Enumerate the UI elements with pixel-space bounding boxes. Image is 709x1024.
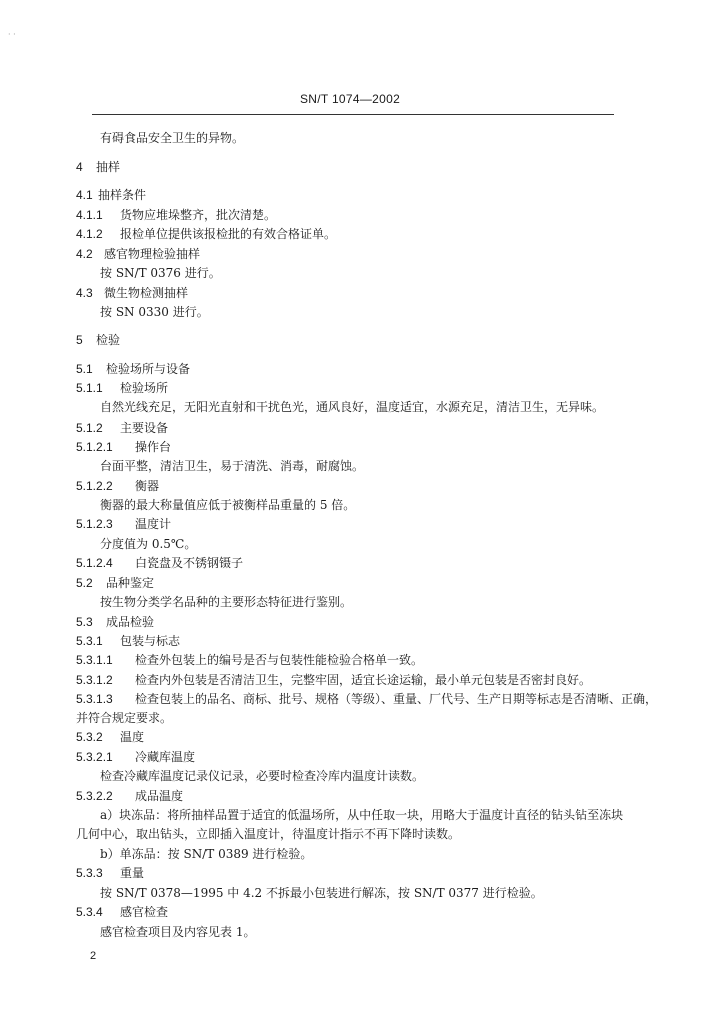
clause-number: 4.1.2 xyxy=(76,227,103,241)
scan-mark: · · xyxy=(8,30,16,39)
clause-number: 5.3.2 xyxy=(76,730,103,744)
clause-title: 报检单位提供该报检批的有效合格证单。 xyxy=(120,227,337,241)
clause-number: 5.1.2 xyxy=(76,421,103,435)
clause-number: 5.1.2.2 xyxy=(76,479,113,493)
clause-number: 5.1 xyxy=(76,362,93,376)
clause-title: 检查外包装上的编号是否与包装性能检验合格单一致。 xyxy=(135,653,424,667)
clause-number: 4.2 xyxy=(76,247,93,261)
clause-title: 检验 xyxy=(96,333,121,347)
clause-number: 5.3.1 xyxy=(76,634,103,648)
clause-number: 4.1 xyxy=(76,188,93,202)
clause-text: 按生物分类学名品种的主要形态特征进行鉴别。 xyxy=(100,595,353,609)
clause-title: 包装与标志 xyxy=(120,634,181,648)
clause-number: 5.3.2.2 xyxy=(76,789,113,803)
clause-text: 有碍食品安全卫生的异物。 xyxy=(100,131,245,145)
clause-number: 5.3.1.3 xyxy=(76,692,113,706)
clause-title: 检查内外包装是否清洁卫生，完整牢固，适宜长途运输，最小单元包装是否密封良好。 xyxy=(135,673,592,687)
clause-number: 5 xyxy=(76,333,83,347)
clause-number: 5.3.4 xyxy=(76,905,103,919)
clause-title: 重量 xyxy=(120,866,145,880)
clause-title: 主要设备 xyxy=(120,421,169,435)
clause-text: a）块冻品：将所抽样品置于适宜的低温场所，从中任取一块，用略大于温度计直径的钻头钻至冻块 xyxy=(100,808,624,822)
clause-text: 检查冷藏库温度记录仪记录，必要时检查冷库内温度计读数。 xyxy=(100,769,425,783)
standard-code-header: SN/T 1074—2002 xyxy=(300,92,401,106)
clause-number: 4.1.1 xyxy=(76,208,103,222)
clause-number: 5.3.1.1 xyxy=(76,653,113,667)
clause-title: 冷藏库温度 xyxy=(135,750,196,764)
clause-text: 台面平整，清洁卫生，易于清洗、消毒，耐腐蚀。 xyxy=(100,459,365,473)
clause-title: 检查包装上的品名、商标、批号、规格（等级）、重量、厂代号、生产日期等标志是否清晰、正确， xyxy=(135,692,658,706)
clause-number: 5.3 xyxy=(76,615,93,629)
clause-title: 成品温度 xyxy=(135,789,184,803)
clause-title: 成品检验 xyxy=(106,615,155,629)
clause-number: 5.1.2.4 xyxy=(76,556,113,570)
clause-title: 衡器 xyxy=(135,479,160,493)
clause-title: 感官检查 xyxy=(120,905,169,919)
clause-title: 温度 xyxy=(120,730,145,744)
clause-text: 感官检查项目及内容见表 1。 xyxy=(100,925,256,939)
clause-text: 按 SN/T 0378—1995 中 4.2 不拆最小包装进行解冻，按 SN/T 0377 进行检验。 xyxy=(100,886,543,900)
clause-number: 5.1.1 xyxy=(76,381,103,395)
clause-title: 货物应堆垛整齐，批次清楚。 xyxy=(120,208,277,222)
clause-number: 5.1.2.3 xyxy=(76,517,113,531)
clause-number: 5.3.3 xyxy=(76,866,103,880)
clause-text: 几何中心，取出钻头，立即插入温度计，待温度计指示不再下降时读数。 xyxy=(76,827,461,841)
clause-title: 品种鉴定 xyxy=(106,576,155,590)
clause-text: 分度值为 0.5℃。 xyxy=(100,537,197,551)
clause-text: 自然光线充足，无阳光直射和干扰色光，通风良好，温度适宜，水源充足，清洁卫生，无异味。 xyxy=(100,400,605,414)
clause-number: 5.3.1.2 xyxy=(76,673,113,687)
clause-title: 微生物检测抽样 xyxy=(104,286,189,300)
clause-title: 感官物理检验抽样 xyxy=(104,247,201,261)
clause-text: 衡器的最大称量值应低于被衡样品重量的 5 倍。 xyxy=(100,498,356,512)
clause-number: 4 xyxy=(76,160,83,174)
clause-text: 按 SN/T 0376 进行。 xyxy=(100,266,221,280)
clause-title: 抽样条件 xyxy=(98,188,147,202)
clause-title: 白瓷盘及不锈钢镊子 xyxy=(135,556,244,570)
clause-title: 检验场所 xyxy=(120,381,169,395)
clause-title: 温度计 xyxy=(135,517,172,531)
clause-number: 5.2 xyxy=(76,576,93,590)
clause-text: 并符合规定要求。 xyxy=(76,711,173,725)
page-number: 2 xyxy=(90,950,97,962)
clause-title: 抽样 xyxy=(96,160,121,174)
clause-text: 按 SN 0330 进行。 xyxy=(100,305,209,319)
clause-title: 检验场所与设备 xyxy=(106,362,191,376)
header-rule xyxy=(92,114,614,115)
clause-text: b）单冻品：按 SN/T 0389 进行检验。 xyxy=(100,847,313,861)
clause-number: 5.1.2.1 xyxy=(76,440,113,454)
clause-number: 5.3.2.1 xyxy=(76,750,113,764)
clause-number: 4.3 xyxy=(76,286,93,300)
clause-title: 操作台 xyxy=(135,440,172,454)
